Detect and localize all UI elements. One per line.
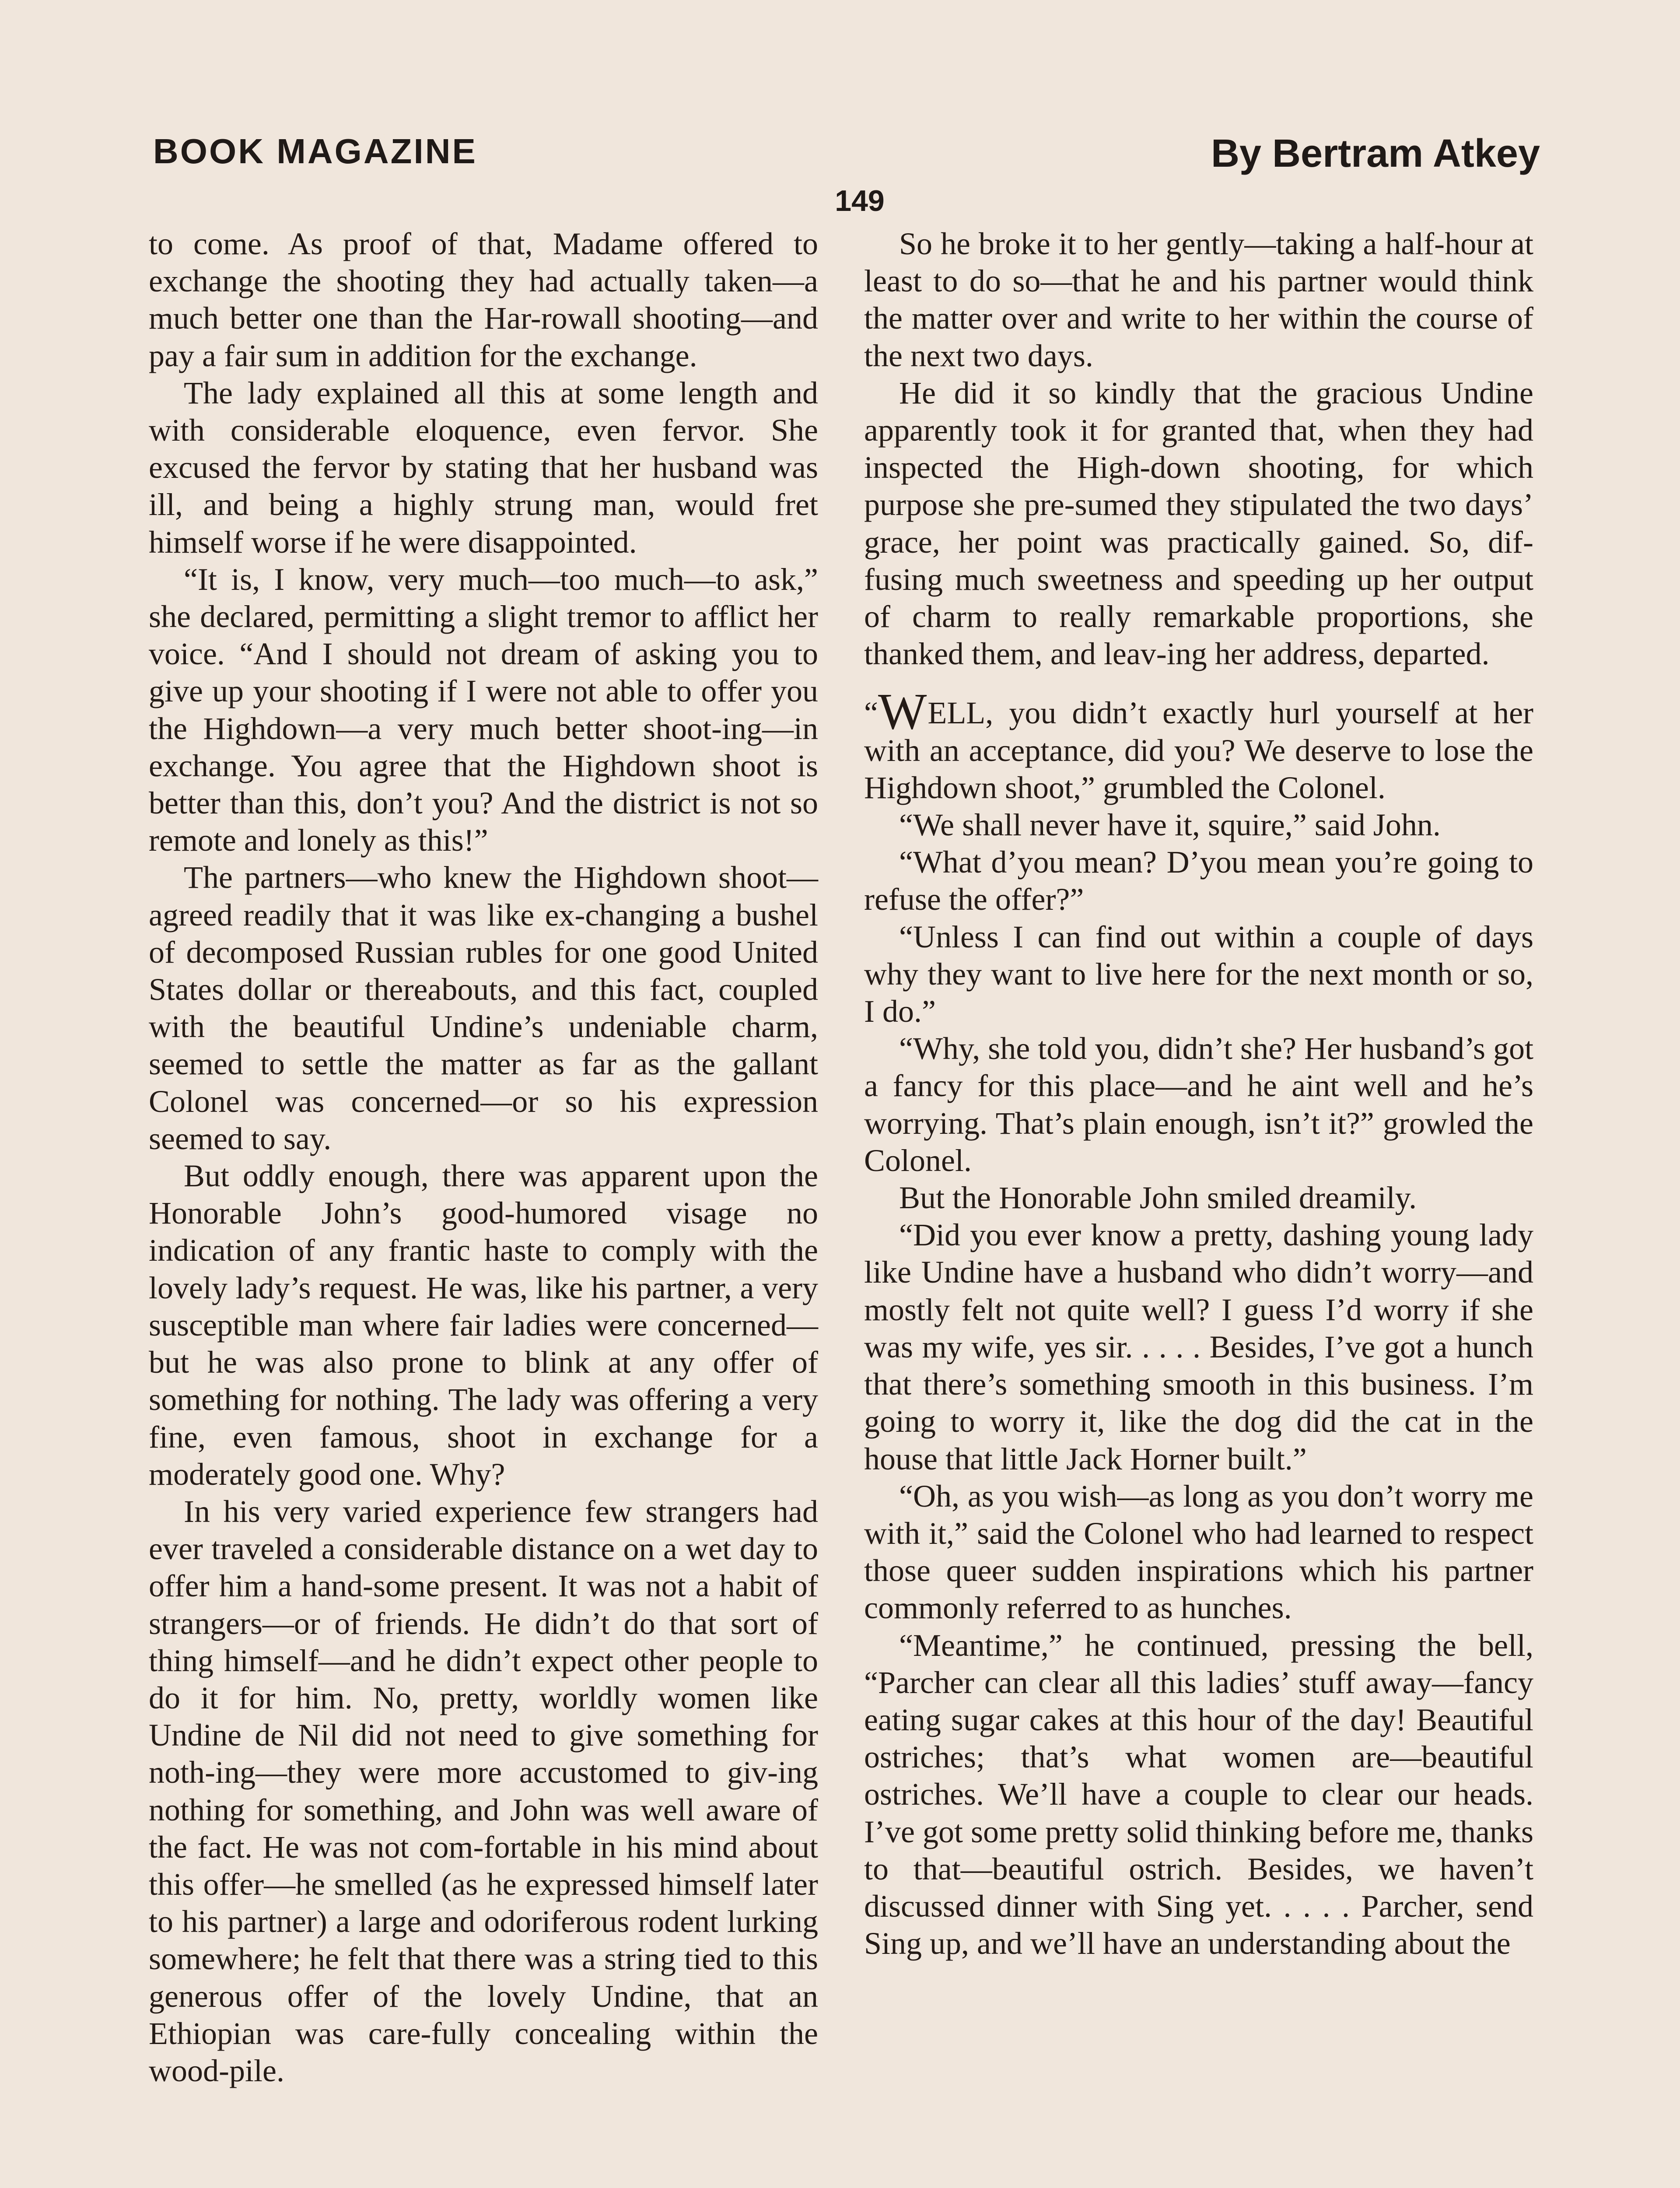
- paragraph: “Oh, as you wish—as long as you don’t worry me with it,” said the Colonel who had learned to respect those queer sudden inspirations which his partner commonly referred to as hunches.: [864, 1478, 1533, 1626]
- paragraph: The lady explained all this at some length and with considerable eloquence, even fervor. She excused the fervor by stating that her husband was ill, and being a highly strung man, would fret himself worse if he were disappointed.: [149, 375, 818, 560]
- paragraph: “Why, she told you, didn’t she? Her husband’s got a fancy for this place—and he aint well and he’s worrying. That’s plain enough, isn’t it?” growled the Colonel.: [864, 1031, 1533, 1178]
- paragraph: “It is, I know, very much—too much—to ask,” she declared, permitting a slight tremor to afflict her voice. “And I should not dream of asking you to give up your shooting if I were not able to offer you the Highdown—a very much better shoot-ing—in exchange. You agree that the Highdown shoot is better than this, don’t you? And the district is not so remote and lonely as this!”: [149, 561, 818, 858]
- open-quote: “: [864, 695, 878, 731]
- paragraph: “Unless I can find out within a couple of days why they want to live here for the next month or so, I do.”: [864, 919, 1533, 1029]
- paragraph: to come. As proof of that, Madame offered to exchange the shooting they had actually taken—a much better one than the Har-rowall shooting—and pay a fair sum in addition for the exchange.: [149, 226, 818, 373]
- paragraph: “Did you ever know a pretty, dashing young lady like Undine have a husband who didn’t worry—and mostly felt not quite well? I guess I’d worry if she was my wife, yes sir. . . . . Besides, I’ve got a hunch that there’s something smooth in this business. I’m going to worry it, like the dog did the cat in the house that little Jack Horner built.”: [864, 1217, 1533, 1476]
- paragraph: “What d’you mean? D’you mean you’re going to refuse the offer?”: [864, 845, 1533, 917]
- section-opening-text: ELL, you didn’t exactly hurl yourself at her with an acceptance, did you? We deserve to lose the Highdown shoot,” grumbled the Colonel.: [864, 695, 1533, 805]
- magazine-title: BOOK MAGAZINE: [153, 132, 477, 171]
- drop-cap: W: [878, 683, 928, 740]
- paragraph: But oddly enough, there was apparent upon the Honorable John’s good-humored visage no indication of any frantic haste to comply with the lovely lady’s request. He was, like his partner, a very susceptible man where fair ladies were concerned—but he was also prone to blink at any offer of something for nothing. The lady was offering a very fine, even famous, shoot in exchange for a moderately good one. Why?: [149, 1158, 818, 1492]
- paragraph: The partners—who knew the Highdown shoot—agreed readily that it was like ex-changing a bushel of decomposed Russian rubles for one good United States dollar or thereabouts, and this fact, coupled with the beautiful Undine’s undeniable charm, seemed to settle the matter as far as the gallant Colonel was concerned—or so his expression seemed to say.: [149, 860, 818, 1156]
- section-opening-paragraph: [864, 683, 1533, 806]
- left-text-column: [149, 225, 818, 2090]
- right-text-column: [864, 225, 1533, 1962]
- author-byline: By Bertram Atkey: [1211, 132, 1540, 175]
- paragraph: “Meantime,” he continued, pressing the bell, “Parcher can clear all this ladies’ stuff away—fancy eating sugar cakes at this hour of the day! Beautiful ostriches; that’s what women are—beautiful ostriches. We’ll have a couple to clear our heads. I’ve got some pretty solid thinking before me, thanks to that—beautiful ostrich. Besides, we haven’t discussed dinner with Sing yet. . . . . Parcher, send Sing up, and we’ll have an understanding about the: [864, 1627, 1533, 1961]
- page-number: 149: [835, 184, 885, 217]
- paragraph: So he broke it to her gently—taking a half-hour at least to do so—that he and his partner would think the matter over and write to her within the course of the next two days.: [864, 226, 1533, 373]
- paragraph: In his very varied experience few strangers had ever traveled a considerable distance on a wet day to offer him a hand-some present. It was not a habit of strangers—or of friends. He didn’t do that sort of thing himself—and he didn’t expect other people to do it for him. No, pretty, worldly women like Undine de Nil did not need to give something for noth-ing—they were more accustomed to giv-ing nothing for something, and John was well aware of the fact. He was not com-fortable in his mind about this offer—he smelled (as he expressed himself later to his partner) a large and odoriferous rodent lurking somewhere; he felt that there was a string tied to this generous offer of the lovely Undine, that an Ethiopian was care-fully concealing within the wood-pile.: [149, 1494, 818, 2088]
- paragraph: But the Honorable John smiled dreamily.: [899, 1180, 1417, 1216]
- paragraph: He did it so kindly that the gracious Undine apparently took it for granted that, when they had inspected the High-down shooting, for which purpose she pre-sumed they stipulated the two days’ grace, her point was practically gained. So, dif-fusing much sweetness and speeding up her output of charm to really remarkable proportions, she thanked them, and leav-ing her address, departed.: [864, 375, 1533, 672]
- paragraph: “We shall never have it, squire,” said John.: [899, 807, 1441, 843]
